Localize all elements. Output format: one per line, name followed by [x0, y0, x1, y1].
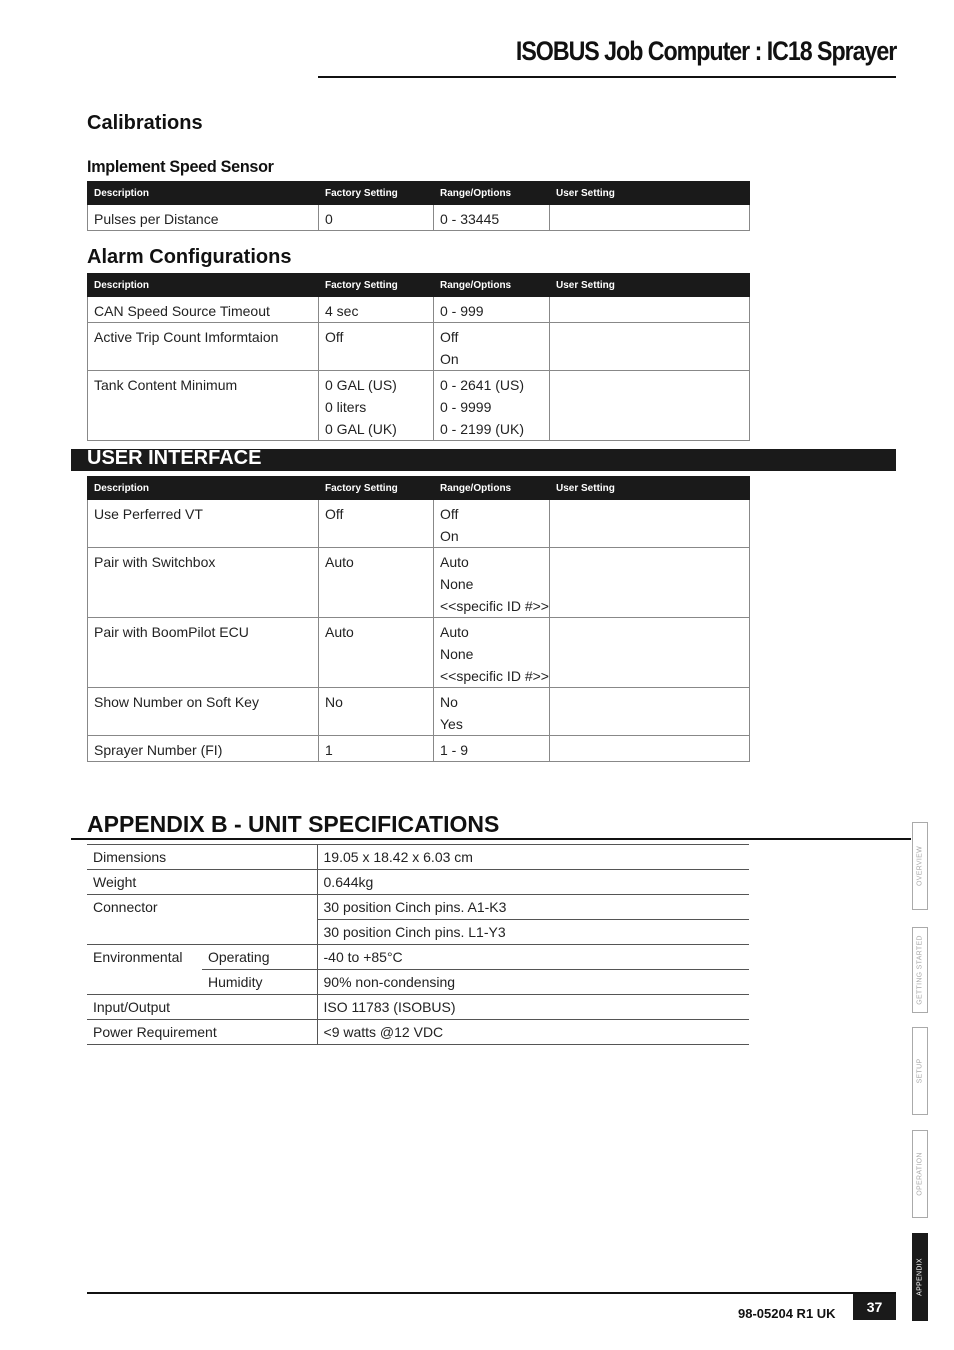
header-rule: [318, 76, 896, 78]
column-header-range-options: Range/Options: [434, 274, 550, 297]
spec-value: 30 position Cinch pins. L1-Y3: [317, 920, 749, 945]
user-setting-cell[interactable]: [550, 323, 750, 371]
table-row: [88, 323, 750, 371]
column-header-factory-setting: Factory Setting: [319, 182, 434, 205]
range-cell: 0 - 2641 (US) 0 - 9999 0 - 2199 (UK): [434, 371, 550, 441]
user-setting-cell[interactable]: [550, 736, 750, 762]
description-cell: Show Number on Soft Key: [88, 688, 319, 736]
spec-row-dimensions: [87, 845, 749, 870]
range-cell: 0 - 999: [434, 297, 550, 323]
document-number: 98-05204 R1 UK: [738, 1306, 836, 1321]
user-setting-cell[interactable]: [550, 371, 750, 441]
footer-rule: [87, 1292, 896, 1294]
factory-cell: No: [319, 688, 434, 736]
factory-cell: 1: [319, 736, 434, 762]
spec-value: 90% non-condensing: [317, 970, 749, 995]
factory-cell: 0 GAL (US) 0 liters 0 GAL (UK): [319, 371, 434, 441]
spec-label: Dimensions: [87, 845, 317, 870]
tab-operation[interactable]: [912, 1130, 928, 1218]
tab-setup-label: SETUP: [916, 1058, 924, 1084]
page-number: 37: [853, 1294, 896, 1320]
spec-value: 19.05 x 18.42 x 6.03 cm: [317, 845, 749, 870]
user-setting-cell[interactable]: [550, 618, 750, 688]
spec-row-connector-2: [87, 920, 749, 945]
tab-operation-label: OPERATION: [916, 1152, 924, 1196]
user-interface-banner: [71, 449, 896, 471]
tab-appendix-label: APPENDIX: [916, 1258, 924, 1296]
spec-row-input-output: [87, 995, 749, 1020]
factory-cell: Auto: [319, 618, 434, 688]
user-setting-cell[interactable]: [550, 688, 750, 736]
factory-cell: Auto: [319, 548, 434, 618]
description-cell: Active Trip Count Imformtaion: [88, 323, 319, 371]
spec-value: ISO 11783 (ISOBUS): [317, 995, 749, 1020]
spec-label: Connector: [87, 895, 317, 920]
factory-cell: 4 sec: [319, 297, 434, 323]
spec-row-connector: [87, 895, 749, 920]
factory-cell: 0: [319, 205, 434, 231]
range-cell: Auto None <<specific ID #>>: [434, 548, 550, 618]
spec-row-power: [87, 1020, 749, 1045]
calibrations-table: [87, 181, 750, 231]
range-cell: No Yes: [434, 688, 550, 736]
description-cell: CAN Speed Source Timeout: [88, 297, 319, 323]
description-cell: Pair with BoomPilot ECU: [88, 618, 319, 688]
calibrations-heading: Calibrations: [87, 112, 203, 134]
table-row: [88, 205, 750, 231]
column-header-user-setting: User Setting: [550, 477, 750, 500]
range-cell: 1 - 9: [434, 736, 550, 762]
unit-specifications-table: [87, 844, 749, 1045]
column-header-range-options: Range/Options: [434, 477, 550, 500]
range-cell: Off On: [434, 323, 550, 371]
user-interface-table: [87, 476, 750, 762]
spec-label-empty: [87, 920, 317, 945]
user-setting-cell[interactable]: [550, 297, 750, 323]
description-cell: Tank Content Minimum: [88, 371, 319, 441]
appendix-rule: [71, 838, 911, 840]
column-header-factory-setting: Factory Setting: [319, 477, 434, 500]
spec-row-weight: [87, 870, 749, 895]
spec-value: <9 watts @12 VDC: [317, 1020, 749, 1045]
alarm-table: [87, 273, 750, 441]
table-row: [88, 371, 750, 441]
table-row: [88, 297, 750, 323]
description-cell: Sprayer Number (FI): [88, 736, 319, 762]
spec-value: 30 position Cinch pins. A1-K3: [317, 895, 749, 920]
tab-overview-label: OVERVIEW: [916, 845, 924, 887]
spec-value: 0.644kg: [317, 870, 749, 895]
spec-sublabel: Operating: [202, 945, 317, 970]
table-row: [88, 500, 750, 548]
tab-getting-started-label: GETTING STARTED: [916, 935, 924, 1005]
table-row: [88, 736, 750, 762]
column-header-factory-setting: Factory Setting: [319, 274, 434, 297]
spec-row-humidity: [87, 970, 749, 995]
spec-label: Power Requirement: [87, 1020, 317, 1045]
user-setting-cell[interactable]: [550, 205, 750, 231]
appendix-heading: APPENDIX B - UNIT SPECIFICATIONS: [87, 811, 500, 837]
spec-label-empty: [87, 970, 202, 995]
column-header-user-setting: User Setting: [550, 274, 750, 297]
table-row: [88, 548, 750, 618]
spec-sublabel: Humidity: [202, 970, 317, 995]
implement-speed-sensor-heading: Implement Speed Sensor: [87, 157, 274, 176]
tab-overview[interactable]: [912, 822, 928, 910]
alarm-configurations-heading: Alarm Configurations: [87, 246, 292, 268]
column-header-description: Description: [88, 274, 319, 297]
range-cell: 0 - 33445: [434, 205, 550, 231]
spec-label: Weight: [87, 870, 317, 895]
column-header-range-options: Range/Options: [434, 182, 550, 205]
description-cell: Pulses per Distance: [88, 205, 319, 231]
table-row: [88, 618, 750, 688]
spec-label: Environmental: [87, 945, 202, 970]
spec-value: -40 to +85°C: [317, 945, 749, 970]
column-header-description: Description: [88, 477, 319, 500]
user-setting-cell[interactable]: [550, 500, 750, 548]
column-header-description: Description: [88, 182, 319, 205]
table-row: [88, 688, 750, 736]
user-interface-heading: USER INTERFACE: [87, 447, 262, 469]
description-cell: Use Perferred VT: [88, 500, 319, 548]
tab-getting-started[interactable]: [912, 927, 928, 1013]
page-title: ISOBUS Job Computer : IC18 Sprayer: [515, 36, 896, 66]
range-cell: Auto None <<specific ID #>>: [434, 618, 550, 688]
range-cell: Off On: [434, 500, 550, 548]
column-header-user-setting: User Setting: [550, 182, 750, 205]
spec-row-environmental: [87, 945, 749, 970]
tab-appendix[interactable]: [912, 1233, 928, 1321]
spec-label: Input/Output: [87, 995, 317, 1020]
tab-setup[interactable]: [912, 1027, 928, 1115]
user-setting-cell[interactable]: [550, 548, 750, 618]
description-cell: Pair with Switchbox: [88, 548, 319, 618]
factory-cell: Off: [319, 323, 434, 371]
factory-cell: Off: [319, 500, 434, 548]
